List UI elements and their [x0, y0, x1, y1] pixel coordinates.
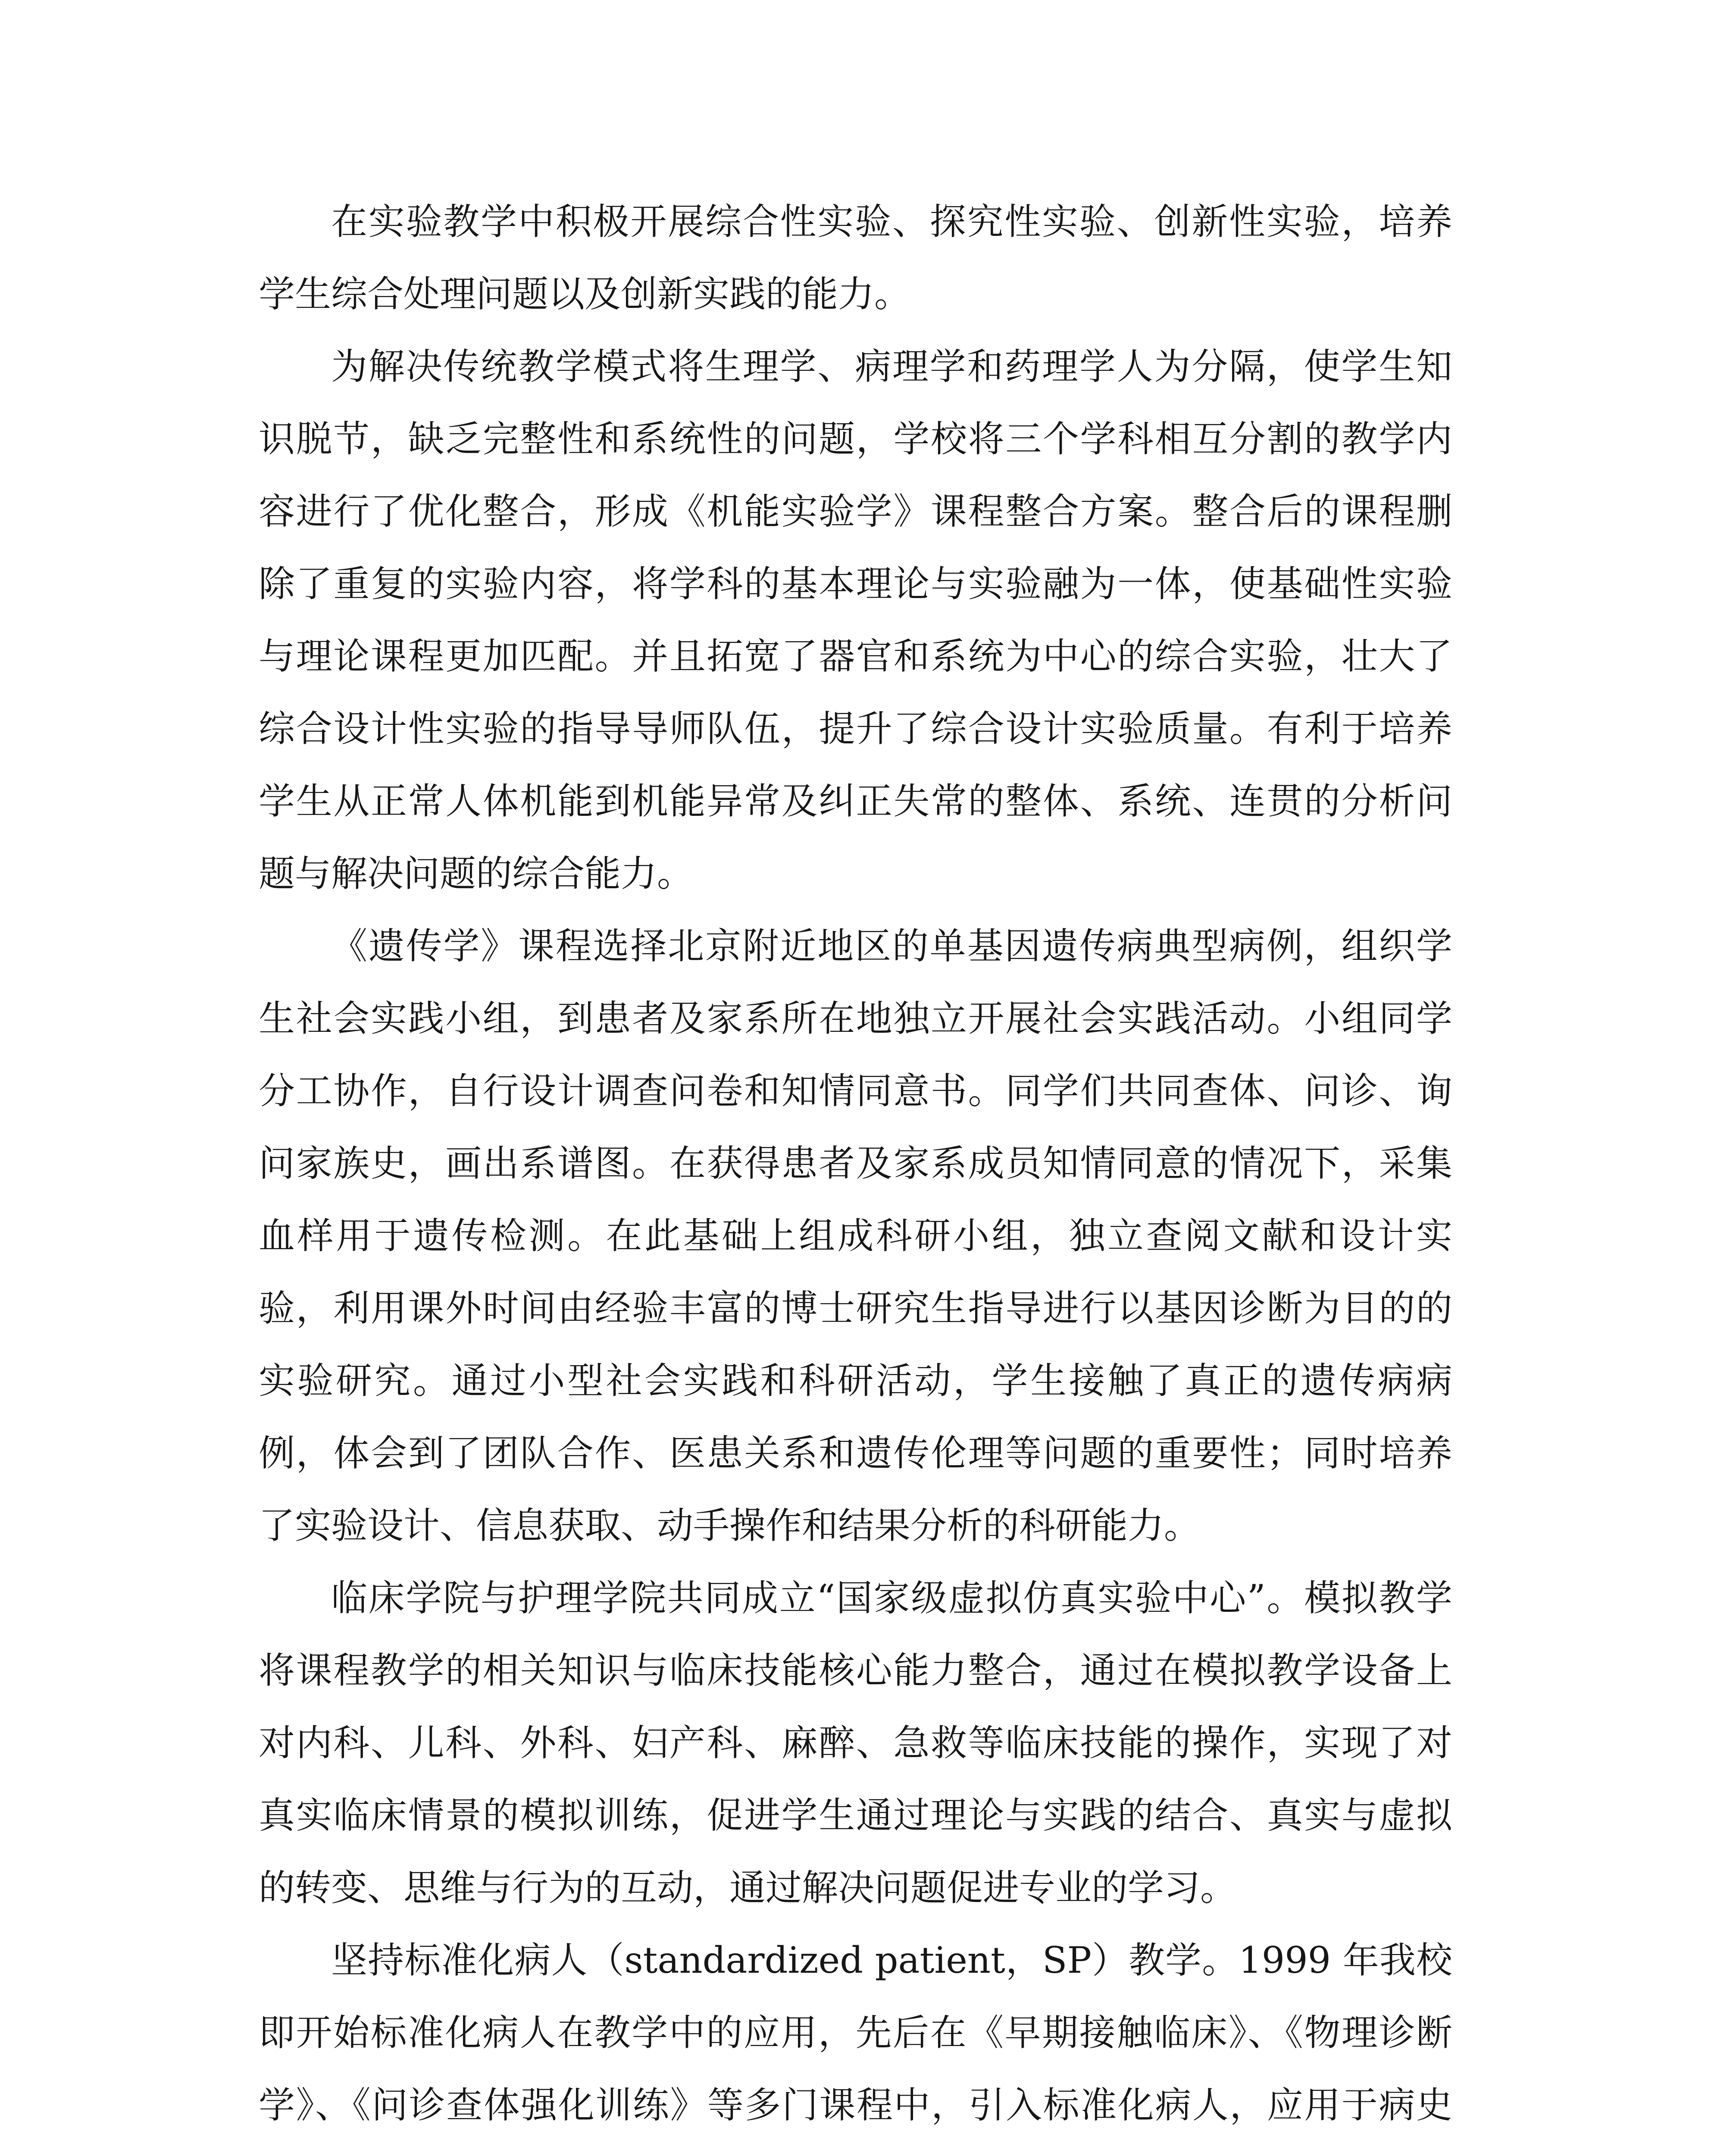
paragraph-3: 《遗传学》课程选择北京附近地区的单基因遗传病典型病例，组织学生社会实践小组，到患者及家系所在地独立开展社会实践活动。小组同学分工协作，自行设计调查问卷和知情同意书。同学们共同查体、问诊、询问家族史，画出系谱图。在获得患者及家系成员知情同意的情况下，采集血样用于遗传检测。在此基础上组成科研小组，独立查阅文献和设计实验，利用课外时间由经验丰富的博士研究生指导进行以基因诊断为目的的实验研究。通过小型社会实践和科研活动，学生接触了真正的遗传病病例，体会到了团队合作、医患关系和遗传伦理等问题的重要性；同时培养了实验设计、信息获取、动手操作和结果分析的科研能力。	[259, 925, 1452, 1547]
paragraph-5: 坚持标准化病人（standardized patient，SP）教学。1999 年我校即开始标准化病人在教学中的应用，先后在《早期接触临床》、《物理诊断学》、《问诊查体强化训练》等多门课程中，引入标准化病人，应用于病史	[259, 1939, 1452, 2126]
paragraph-1: 在实验教学中积极开展综合性实验、探究性实验、创新性实验，培养学生综合处理问题以及创新实践的能力。	[259, 201, 1452, 315]
body-text	[259, 185, 1452, 2156]
paragraph-2: 为解决传统教学模式将生理学、病理学和药理学人为分隔，使学生知识脱节，缺乏完整性和系统性的问题，学校将三个学科相互分割的教学内容进行了优化整合，形成《机能实验学》课程整合方案。整合后的课程删除了重复的实验内容，将学科的基本理论与实验融为一体，使基础性实验与理论课程更加匹配。并且拓宽了器官和系统为中心的综合实验，壮大了综合设计性实验的指导导师队伍，提升了综合设计实验质量。有利于培养学生从正常人体机能到机能异常及纠正失常的整体、系统、连贯的分析问题与解决问题的综合能力。	[259, 345, 1452, 895]
paragraph-4: 临床学院与护理学院共同成立“国家级虚拟仿真实验中心”。模拟教学将课程教学的相关知识与临床技能核心能力整合，通过在模拟教学设备上对内科、儿科、外科、妇产科、麻醉、急救等临床技能的操作，实现了对真实临床情景的模拟训练，促进学生通过理论与实践的结合、真实与虚拟的转变、思维与行为的互动，通过解决问题促进专业的学习。	[259, 1577, 1452, 1909]
